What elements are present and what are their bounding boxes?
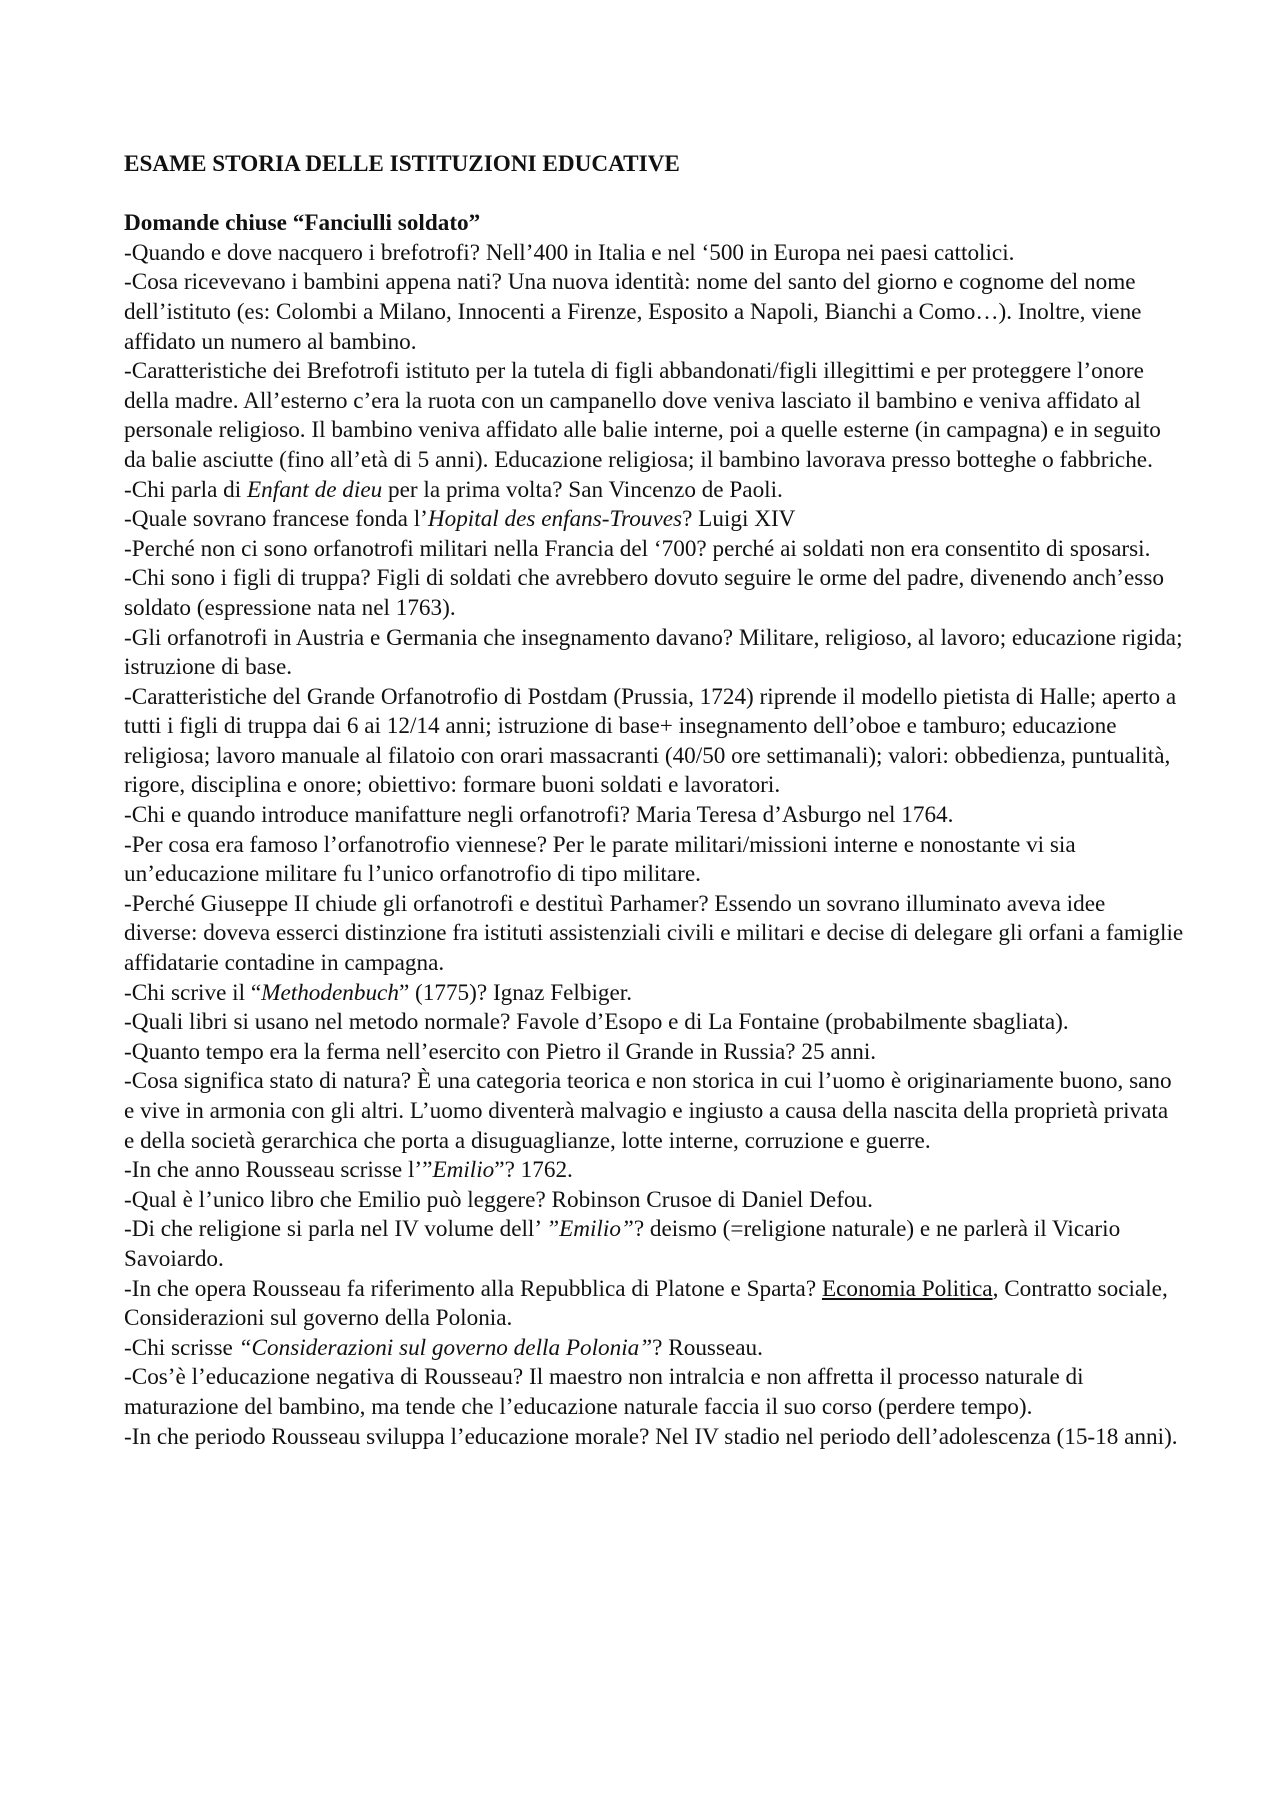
question-item [124, 1215, 1184, 1274]
question-text: -Gli orfanotrofi in Austria e Germania che insegnamento davano? Militare, religioso, al lavoro; educazione rigida; istruzione di base. [124, 624, 1183, 681]
question-item [124, 564, 1184, 623]
question-text: -Chi parla di [124, 476, 247, 503]
question-text: -Perché non ci sono orfanotrofi militari nella Francia del ‘700? perché ai soldati non era consentito di sposarsi. [124, 535, 1151, 562]
question-text: -Cosa significa stato di natura? È una categoria teorica e non storica in cui l’uomo è originariamente buono, sano e vive in armonia con gli altri. L’uomo diventerà malvagio e ingiusto a causa della nascita della proprietà privata e della società gerarchica che porta a disuguaglianze, lotte interne, corruzione e guerre. [124, 1068, 1172, 1154]
question-item [124, 535, 1184, 565]
question-text: -Quale sovrano francese fonda l’ [124, 506, 428, 533]
question-item [124, 979, 1184, 1009]
question-text: per la prima volta? San Vincenzo de Paoli. [382, 476, 783, 503]
question-item [124, 357, 1184, 475]
question-text: -Qual è l’unico libro che Emilio può leggere? Robinson Crusoe di Daniel Defou. [124, 1186, 873, 1213]
question-text: , Contratto sociale, Considerazioni sul governo della Polonia. [124, 1275, 1168, 1332]
question-item [124, 1186, 1184, 1216]
question-text: -Cos’è l’educazione negativa di Rousseau? Il maestro non intralcia e non affretta il processo naturale di maturazione del bambino, ma tende che l’educazione naturale faccia il suo corso (perdere tempo). [124, 1364, 1084, 1420]
question-text: -In che anno Rousseau scrisse l’” [124, 1157, 433, 1184]
italic-title: Methodenbuch [261, 979, 399, 1006]
question-item [124, 1423, 1184, 1453]
question-item [124, 1363, 1184, 1422]
question-item [124, 1038, 1184, 1068]
question-item [124, 268, 1184, 357]
question-item [124, 890, 1184, 979]
question-item [124, 1008, 1184, 1038]
underlined-title: Economia Politica [821, 1275, 993, 1302]
question-list [124, 239, 1184, 1452]
question-text: -Caratteristiche dei Brefotrofi istituto per la tutela di figli abbandonati/figli illegittimi e per proteggere l’onore della madre. All’esterno c’era la ruota con un campanello dove veniva lasciato il bambino e veniva affidato al personale religioso. Il bambino veniva affidato alle balie interne, poi a quelle esterne (in campagna) e in seguito da balie asciutte (fino all’età di 5 anni). Educazione religiosa; il bambino lavorava presso botteghe o fabbriche. [124, 358, 1161, 473]
section-title: Domande chiuse “Fanciulli soldato” [124, 210, 481, 237]
question-text: -Quanto tempo era la ferma nell’esercito con Pietro il Grande in Russia? 25 anni. [124, 1038, 877, 1065]
question-item [124, 624, 1184, 683]
question-text: -In che periodo Rousseau sviluppa l’educazione morale? Nel IV stadio nel periodo dell’adolescenza (15-18 anni). [124, 1423, 1178, 1450]
italic-title: Emilio [432, 1157, 495, 1184]
question-text: -In che opera Rousseau fa riferimento alla Repubblica di Platone e Sparta? [124, 1275, 822, 1302]
question-text: ? deismo (=religione naturale) e ne parlerà il Vicario Savoiardo. [124, 1216, 1121, 1272]
italic-title: Hopital des enfans-Trouves [427, 506, 683, 533]
question-text: -Per cosa era famoso l’orfanotrofio viennese? Per le parate militari/missioni interne e nonostante vi sia un’educazione militare fu l’unico orfanotrofio di tipo militare. [124, 831, 1076, 888]
question-item [124, 239, 1184, 269]
question-text: -Chi e quando introduce manifatture negli orfanotrofi? Maria Teresa d’Asburgo nel 1764. [124, 802, 954, 829]
question-item [124, 505, 1184, 535]
italic-title: ”Emilio” [546, 1216, 634, 1243]
question-item [124, 1275, 1184, 1334]
question-text: -Quando e dove nacquero i brefotrofi? Nell’400 in Italia e nel ‘500 in Europa nei paesi cattolici. [124, 239, 1015, 266]
question-item [124, 1156, 1184, 1186]
question-text: ”? 1762. [494, 1157, 573, 1184]
question-text: -Perché Giuseppe II chiude gli orfanotrofi e destituì Parhamer? Essendo un sovrano illuminato aveva idee diverse: doveva esserci distinzione fra istituti assistenziali civili e militari e decise di delegare gli orfani a famiglie affidatarie contadine in campagna. [124, 890, 1184, 977]
question-item [124, 831, 1184, 890]
question-text: ? Rousseau. [652, 1334, 763, 1361]
question-text: -Chi scrisse [124, 1334, 239, 1361]
question-text: -Chi sono i figli di truppa? Figli di soldati che avrebbero dovuto seguire le orme del padre, divenendo anch’esso soldato (espressione nata nel 1763). [124, 565, 1164, 621]
question-item [124, 1334, 1184, 1364]
question-item [124, 801, 1184, 831]
question-text: -Caratteristiche del Grande Orfanotrofio di Postdam (Prussia, 1724) riprende il modello pietista di Halle; aperto a tutti i figli di truppa dai 6 ai 12/14 anni; istruzione di base+ insegnamento dell’oboe e tamburo; educazione religiosa; lavoro manuale al filatoio con orari massacranti (40/50 ore settimanali); valori: obbedienza, puntualità, rigore, disciplina e onore; obiettivo: formare buoni soldati e lavoratori. [124, 683, 1177, 799]
question-text: -Cosa ricevevano i bambini appena nati? Una nuova identità: nome del santo del giorno e cognome del nome dell’istituto (es: Colombi a Milano, Innocenti a Firenze, Esposito a Napoli, Bianchi a Como…). Inoltre, viene affidato un numero al bambino. [124, 269, 1142, 355]
question-item [124, 683, 1184, 801]
question-text: ” (1775)? Ignaz Felbiger. [398, 979, 633, 1006]
question-text: -Quali libri si usano nel metodo normale? Favole d’Esopo e di La Fontaine (probabilmente sbagliata). [124, 1009, 1069, 1036]
italic-title: Enfant de dieu [247, 476, 383, 503]
question-text: ? Luigi XIV [682, 506, 796, 533]
italic-title: “Considerazioni sul governo della Polonia” [238, 1334, 653, 1361]
question-item [124, 1067, 1184, 1156]
question-text: -Chi scrive il “ [124, 979, 262, 1006]
document-page [124, 150, 1184, 1452]
document-title: ESAME STORIA DELLE ISTITUZIONI EDUCATIVE [124, 151, 680, 177]
question-item [124, 476, 1184, 506]
question-text: -Di che religione si parla nel IV volume dell’ [124, 1216, 547, 1243]
